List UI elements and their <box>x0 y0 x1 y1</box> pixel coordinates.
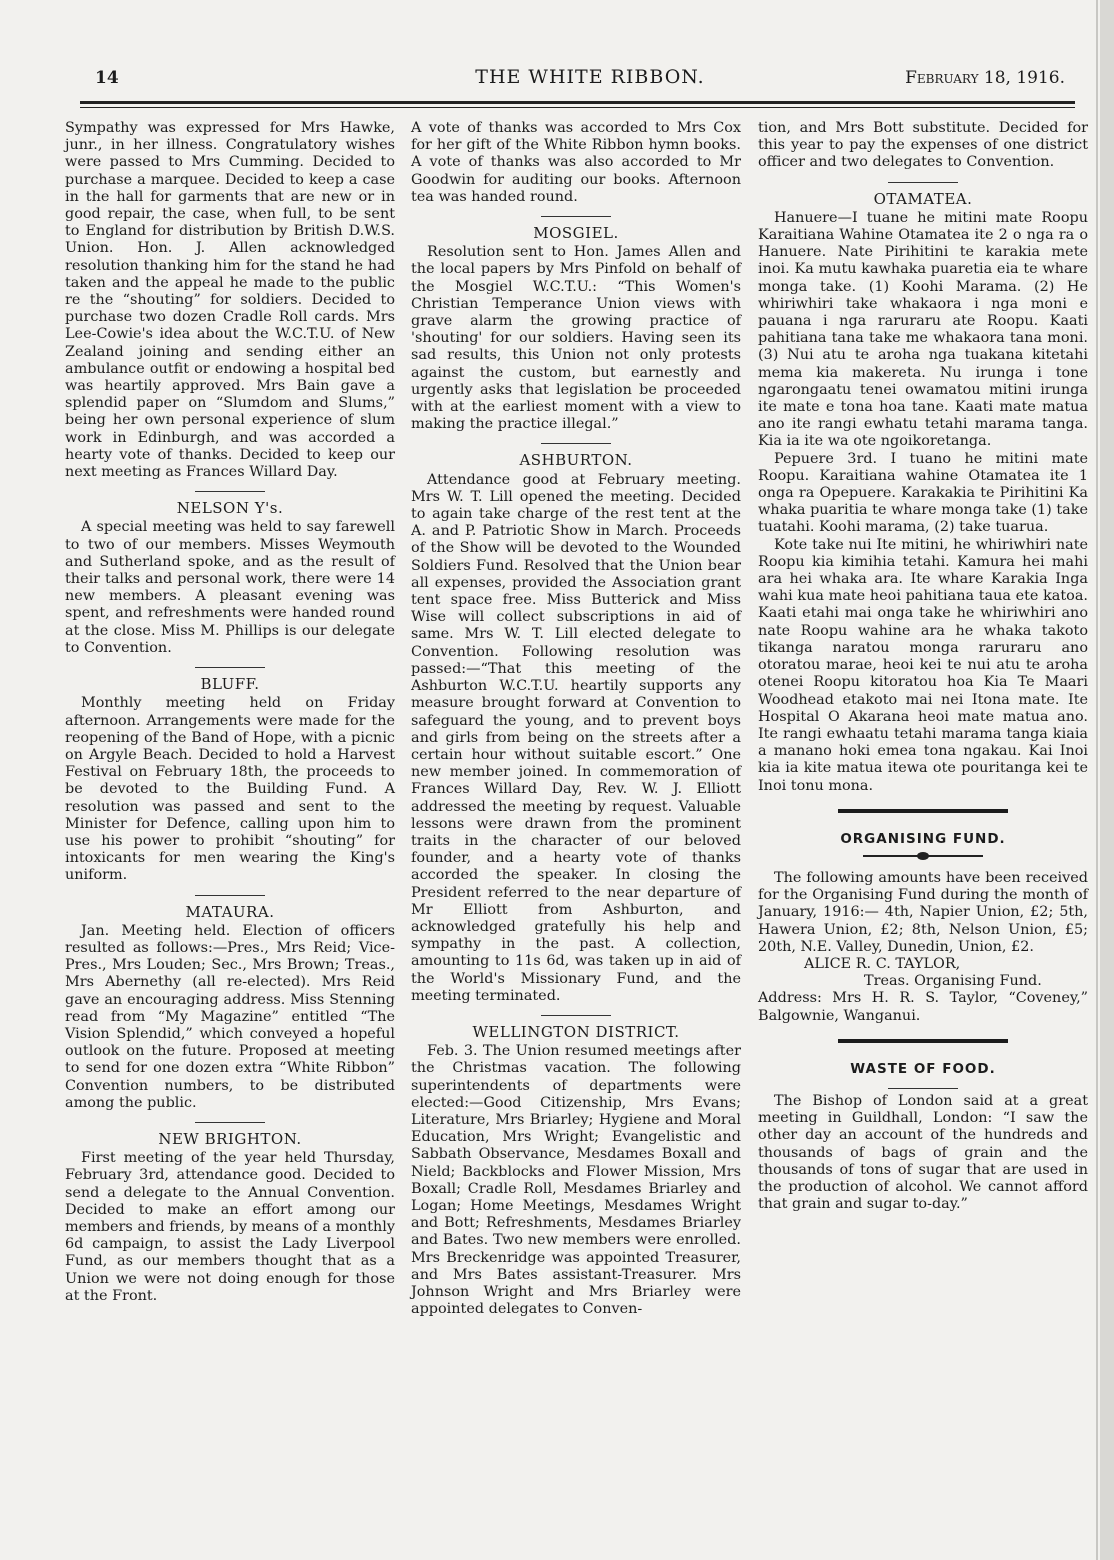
article-paragraph: The following amounts have been received for the Organising Fund during the month of January, 1916:— 4th, Napier Union, £2; 5th, Hawera Union, £2; 8th, Nelson Union, £5; 20th, N.E. Valley, Dunedin, Union, £2. <box>758 869 1088 955</box>
address-line: Address: Mrs H. R. S. Taylor, “Coveney,” Balgownie, Wanganui. <box>758 990 1088 1024</box>
section-heading-waste-of-food: WASTE OF FOOD. <box>850 1060 996 1077</box>
section-divider <box>541 1015 611 1016</box>
column-1 <box>65 120 395 1305</box>
section-heading-mosgiel: MOSGIEL. <box>533 224 619 243</box>
signature-title: Treas. Organising Fund. <box>864 973 1042 990</box>
article-paragraph: Sympathy was expressed for Mrs Hawke, junr., in her illness. Congratulatory wishes were passed to Mrs Cumming. Decided to purchase a marquee. Decided to keep a case in the hall for garments that are new or in good repair, the case, when full, to be sent to England for distribution by British D.W.S. Union. Hon. J. Allen acknowledged resolution thanking him for the stand he had taken and the appeal he made to the public re the “shouting” for soldiers. Decided to purchase two dozen Cradle Roll cards. Mrs Lee-Cowie's idea about the W.C.T.U. of New Zealand joining and sending either an ambulance outfit or endowing a hospital bed was heartily approved. Mrs Bain gave a splendid paper on “Slumdom and Slums,” being her own personal experience of slum work in Edinburgh, and was accorded a hearty vote of thanks. Decided to keep our next meeting as Frances Willard Day. <box>65 120 395 481</box>
article-paragraph: Resolution sent to Hon. James Allen and the local papers by Mrs Pinfold on behalf of the Mosgiel W.C.T.U.: “This Women's Christian Temperance Union views with grave alarm the growing practice of 'shouting' for our soldiers. Having seen its sad results, this Union not only protests against the custom, but earnestly and urgently asks that legislation be proceeded with at the earliest moment with a view to making the practice illegal.” <box>411 244 741 433</box>
ornament-divider <box>863 852 983 860</box>
article-paragraph: A vote of thanks was accorded to Mrs Cox for her gift of the White Ribbon hymn books. A vote of thanks was also accorded to Mr Goodwin for auditing our books. Afternoon tea was handed round. <box>411 120 741 205</box>
section-heading-ashburton: ASHBURTON. <box>519 451 633 470</box>
article-paragraph: tion, and Mrs Bott substitute. Decided for this year to pay the expenses of one district officer and two delegates to Convention. <box>758 120 1088 171</box>
article-paragraph: First meeting of the year held Thursday, February 3rd, attendance good. Decided to send a delegate to the Annual Convention. Decided to make an effort among our members and friends, by means of a monthly 6d campaign, to assist the Lady Liverpool Fund, as our members thought that as a Union we were not doing enough for those at the Front. <box>65 1150 395 1304</box>
header-rule-thin <box>80 107 1075 108</box>
section-heading-wellington: WELLINGTON DISTRICT. <box>472 1022 680 1041</box>
section-heading-new-brighton: NEW BRIGHTON. <box>158 1129 302 1148</box>
page-header <box>95 66 1085 94</box>
section-divider <box>195 491 265 492</box>
column-3 <box>758 120 1088 1213</box>
signature-name: ALICE R. C. TAYLOR, <box>804 955 961 972</box>
page-number: 14 <box>95 68 119 88</box>
section-divider <box>888 1088 958 1089</box>
article-paragraph: A special meeting was held to say farewell to two of our members. Misses Weymouth and Sutherland spoke, and as the result of their talks and personal work, there were 14 new members. A pleasant evening was spent, and refreshments were handed round at the close. Miss M. Phillips is our delegate to Convention. <box>65 519 395 656</box>
issue-date: February 18, 1916. <box>905 68 1065 88</box>
section-divider <box>541 443 611 444</box>
section-heading-organising-fund: ORGANISING FUND. <box>840 830 1006 847</box>
scan-edge <box>1100 0 1114 1560</box>
publication-title: THE WHITE RIBBON. <box>475 66 705 88</box>
article-paragraph: Attendance good at February meeting. Mrs W. T. Lill opened the meeting. Decided to again take charge of the rest tent at the A. and P. Patriotic Show in March. Proceeds of the Show will be devoted to the Wounded Soldiers Fund. Resolved that the Union bear all expenses, provided the Association grant tent space free. Miss Butterick and Miss Wise will collect subscriptions in aid of same. Mrs W. T. Lill elected delegate to Convention. Following resolution was passed:—“That this meeting of the Ashburton W.C.T.U. heartily supports any measure brought forward at Convention to safeguard the young, and to prevent boys and girls from being on the streets after a certain hour without suitable escort.” One new member joined. In commemoration of Frances Willard Day, Rev. W. J. Elliott addressed the meeting by request. Valuable lessons were drawn from the prominent traits in the character of our beloved founder, and a hearty vote of thanks accorded the speaker. In closing the President referred to the near departure of Mr Elliott from Ashburton, and acknowledged gratefully his help and sympathy in the past. A collection, amounting to 11s 6d, was taken up in aid of the World's Missionary Fund, and the meeting terminated. <box>411 471 741 1004</box>
section-divider <box>195 895 265 896</box>
section-divider <box>195 1122 265 1123</box>
section-divider <box>888 182 958 183</box>
article-paragraph: Monthly meeting held on Friday afternoon. Arrangements were made for the reopening of the Band of Hope, with a picnic on Argyle Beach. Decided to hold a Harvest Festival on February 18th, the proceeds to be devoted to the Building Fund. A resolution was passed and sent to the Minister for Defence, calling upon him to use his power to prohibit “shouting” for intoxicants for men wearing the King's uniform. <box>65 695 395 884</box>
section-heading-mataura: MATAURA. <box>185 902 275 921</box>
article-paragraph: Pepuere 3rd. I tuano he mitini mate Roopu. Karaitiana wahine Otamatea ite 1 onga ra Opepuere. Karakakia te Pirihitini Ka whaka puaritia te whare monga take (1) take tuatahi. Koohi marama, (2) take tuarua. <box>758 450 1088 536</box>
article-paragraph: Feb. 3. The Union resumed meetings after the Christmas vacation. The following superintendents of departments were elected:—Good Citizenship, Mrs Evans; Literature, Mrs Briarley; Hygiene and Moral Education, Mrs Wright; Evangelistic and Sabbath Observance, Mesdames Boxall and Nield; Backblocks and Flower Mission, Mrs Boxall; Cradle Roll, Mesdames Briarley and Logan; Home Meetings, Mesdames Wright and Bott; Refreshments, Mesdames Briarley and Bates. Two new members were enrolled. Mrs Breckenridge was appointed Treasurer, and Mrs Bates assistant-Treasurer. Mrs Johnson Wright and Mrs Briarley were appointed delegates to Conven- <box>411 1043 741 1318</box>
scan-edge-line <box>1096 0 1098 1560</box>
section-rule-thick <box>838 809 1008 813</box>
article-paragraph: Kote take nui Ite mitini, he whiriwhiri nate Roopu kia kimihia tetahi. Kamura hei mahi ara hei whaka ara. Ite whare Karakia Inga wahi kua mate heoi pahitiana taua ete katoa. Kaati etahi mai onga take he whiriwhiri ano nate Roopu wahine ara he whaka takoto tikanga naratou monga raruraru ano otoratou marae, heoi kei te nui atu te aroha otenei Roopu kitoratou hoa Kia Te Maari Woodhead etakoto mai nei Itona mate. Ite Hospital O Akarana heoi mate matua ano. Ite rangi ewhaatu tetahi marama tanga kiaia a manano hoki emea tona ngakau. Kai Inoi kia ia kite matua itewa ote pouritanga kei te Inoi tonu mona. <box>758 536 1088 794</box>
column-2 <box>411 120 741 1318</box>
section-heading-otamatea: OTAMATEA. <box>873 189 973 208</box>
section-heading-bluff: BLUFF. <box>200 675 260 694</box>
article-paragraph: Hanuere—I tuane he mitini mate Roopu Karaitiana Wahine Otamatea ite 2 o nga ra o Hanuere. Nate Pirihitini te karakia mete inoi. Ka mutu kawhaka puaretia eia te whare monga take. (1) Koohi Marama. (2) He whiriwhiri take whakaora i nga moni e pauana i nga raruraru ate Roopu. Kaati pahitiana tana take me whakaora tana moni. (3) Nui atu te aroha nga tuakana kitetahi mema kia makereta. Nu irunga i tone ngarongaatu tenei owamatou mitini irunga ite mate e tona hoa tane. Kaati mate matua ano ite rangi ewhatu tetahi marama tanga. Kia ia ite wa ote ngoikoretanga. <box>758 209 1088 450</box>
header-rule-thick <box>80 101 1075 104</box>
section-divider <box>195 667 265 668</box>
section-divider <box>541 216 611 217</box>
article-paragraph: Jan. Meeting held. Election of officers resulted as follows:—Pres., Mrs Reid; Vice-Pres., Mrs Louden; Sec., Mrs Brown; Treas., Mrs Abernethy (all re-elected). Mrs Reid gave an encouraging address. Miss Stenning read from “My Magazine” entitled “The Vision Splendid,” which conveyed a hopeful outlook on the future. Proposed at meeting to send for one dozen extra “White Ribbon” Convention numbers, to be distributed among the public. <box>65 922 395 1111</box>
section-heading-nelson: NELSON Y's. <box>176 499 284 518</box>
article-paragraph: The Bishop of London said at a great meeting in Guildhall, London: “I saw the other day an account of the hundreds and thousands of bags of grain and the thousands of tons of sugar that are used in the production of alcohol. We cannot afford that grain and sugar to-day.” <box>758 1092 1088 1213</box>
section-rule-thick <box>838 1039 1008 1043</box>
